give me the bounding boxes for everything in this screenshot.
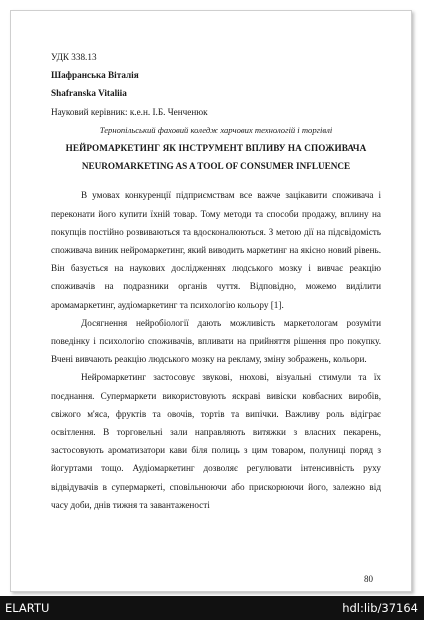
author-name-en: Shafranska Vitaliia (51, 88, 127, 99)
body-paragraph-1: В умовах конкуренції підприємствам все важче зацікавити споживача і переконати його купити їхній товар. Тому методи та способи продажу, вплину на покупців постійно розвиваються та вдосконалюються. З метою дії на підсвідомість споживача виник нейромаркетинг, який виводить маркетинг на якісно новий рівень. Він базується на наукових дослідженнях людського мозку і вивчає реакцію споживачів на подразники органів чуття. Відповідно, можемо виділити аромамаркетинг, аудіомаркетинг та психологію кольору [1]. (51, 190, 381, 310)
body-paragraph-3: Нейромаркетинг застосовує звукові, нюхові, візуальні стимули та їх поєднання. Супермаркети використовують яскраві вивіски ковбасних виробів, свіжого м'яса, фруктів та овочів, тортів та випічки. Важливу роль відіграє освітлення. В торговельні зали направляють витяжки з власних пекарень, застосовують ароматизатори кави біля полиць з цим товаром, полуниці поряд з йогуртами тощо. Аудіомаркетинг дозволяє регулювати інтенсивність руху відвідувачів в супермаркеті, сповільнюючи або прискорюючи його, залежно від часу доби, днів тижня та завантаженості (51, 372, 381, 510)
page-content (51, 48, 381, 514)
handle-id[interactable]: hdl:lib/37164 (342, 601, 418, 615)
body-paragraph-2: Досягнення нейробіології дають можливість маркетологам розуміти поведінку і психологію споживачів, впливати на прийняття рішення про покупку. Вчені вивчають реакцію людського мозку на рекламу, зміну зображень, кольори. (51, 317, 381, 365)
footer-bar (0, 596, 424, 620)
organization-name: Тернопільський фаховий коледж харчових технологій і торгівлі (99, 124, 333, 135)
title-uk: НЕЙРОМАРКЕТИНГ ЯК ІНСТРУМЕНТ ВПЛИВУ НА СПОЖИВАЧА (65, 143, 367, 154)
repository-name[interactable]: ELARTU (5, 601, 50, 615)
title-en: NEUROMARKETING AS A TOOL OF CONSUMER INFLUENCE (81, 161, 351, 172)
udk-code: УДК 338.13 (51, 52, 97, 62)
page-number: 80 (364, 574, 373, 584)
document-page (10, 10, 412, 592)
supervisor-line: Науковий керівник: к.е.н. І.Б. Ченченюк (51, 106, 208, 117)
author-name-uk: Шафранська Віталія (51, 70, 139, 81)
